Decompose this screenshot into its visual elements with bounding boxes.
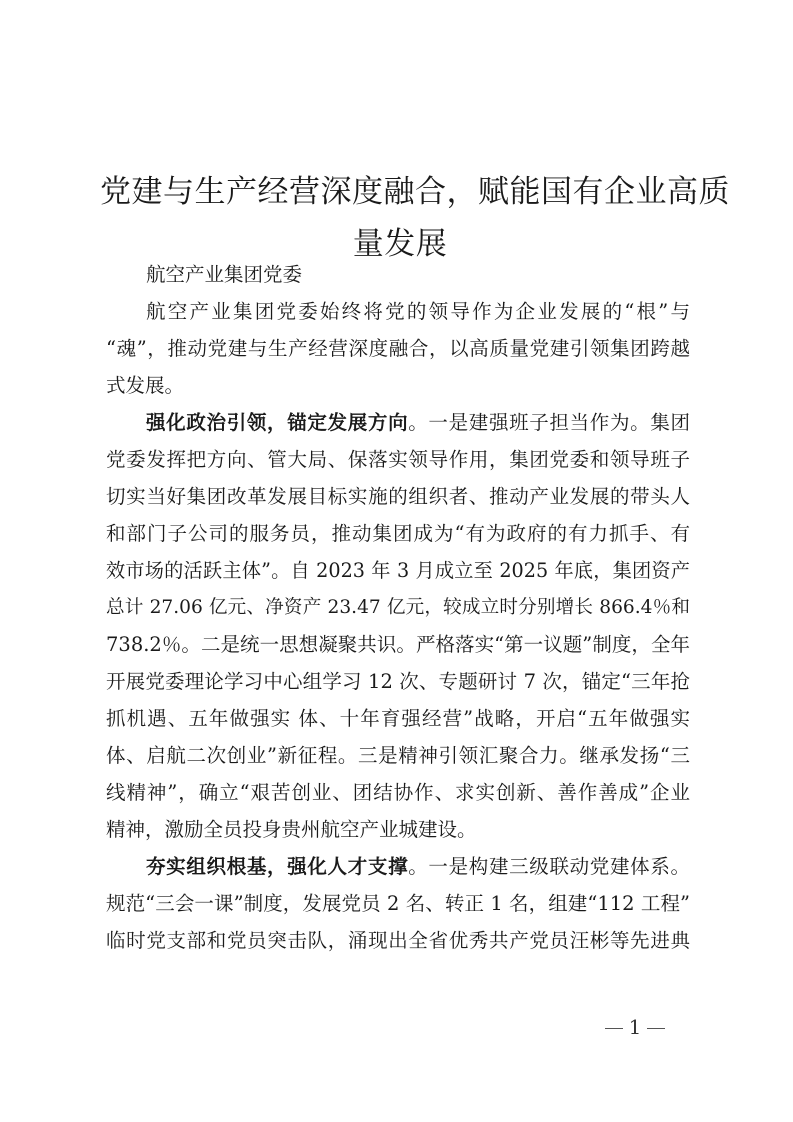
title-line-1: 党建与生产经营深度融合，赋能国有企业高质 [100,173,730,210]
title-line-2: 量发展 [352,225,448,262]
text-line [106,848,690,885]
text-line: 效市场的活跃主体”。自 2023 年 3 月成立至 2025 年底，集团资产 [106,559,690,582]
dash-left [605,1028,623,1029]
text-line: 开展党委理论学习中心组学习 12 次、专题研讨 7 次，锚定“三年抢 [106,670,690,693]
text-line: 抓机遇、五年做强实 体、十年育强经营”战略，开启“五年做强实 [106,707,690,730]
document-title [100,166,730,270]
text-line: 切实当好集团改革发展目标实施的组织者、推动产业发展的带头人 [106,485,690,508]
text-run: 。一是建强班子担当作为。集团 [408,411,690,434]
text-line: 式发展。 [106,374,185,397]
text-line: 线精神”，确立“艰苦创业、团结协作、求实创新、善作善成”企业 [106,781,690,804]
text-line: 精神，激励全员投身贵州航空产业城建设。 [106,818,477,841]
paragraph-political-leadership [106,404,690,848]
text-line: 规范“三会一课”制度，发展党员 2 名、转正 1 名，组建“112 工程” [106,892,690,915]
page-number: 1 [628,1015,642,1039]
text-line: 总计 27.06 亿元、净资产 23.47 亿元，较成立时分别增长 866.4％和 [106,597,690,618]
paragraph-organization [106,848,690,959]
text-line [106,404,690,441]
text-line: 临时党支部和党员突击队，涌现出全省优秀共产党员汪彬等先进典 [106,929,690,952]
page-footer [580,1012,690,1042]
section-heading: 强化政治引领，锚定发展方向 [146,411,409,434]
dash-right [647,1028,665,1029]
paragraph-intro [106,293,690,404]
text-line: 738.2％。二是统一思想凝聚共识。严格落实“第一议题”制度，全年 [106,633,690,656]
text-line: 航空产业集团党委始终将党的领导作为企业发展的“根”与 [146,300,690,323]
text-run: 。一是构建三级联动党建体系。 [408,855,690,878]
text-line: 和部门子公司的服务员，推动集团成为“有为政府的有力抓手、有 [106,522,690,545]
text-line: 体、启航二次创业”新征程。三是精神引领汇聚合力。继承发扬“三 [106,744,690,767]
author-line: 航空产业集团党委 [146,263,303,286]
text-line: 党委发挥把方向、管大局、保落实领导作用，集团党委和领导班子 [106,448,690,471]
text-line: “魂”，推动党建与生产经营深度融合，以高质量党建引领集团跨越 [106,337,690,360]
document-body [106,256,690,959]
section-heading: 夯实组织根基，强化人才支撑 [146,855,409,878]
